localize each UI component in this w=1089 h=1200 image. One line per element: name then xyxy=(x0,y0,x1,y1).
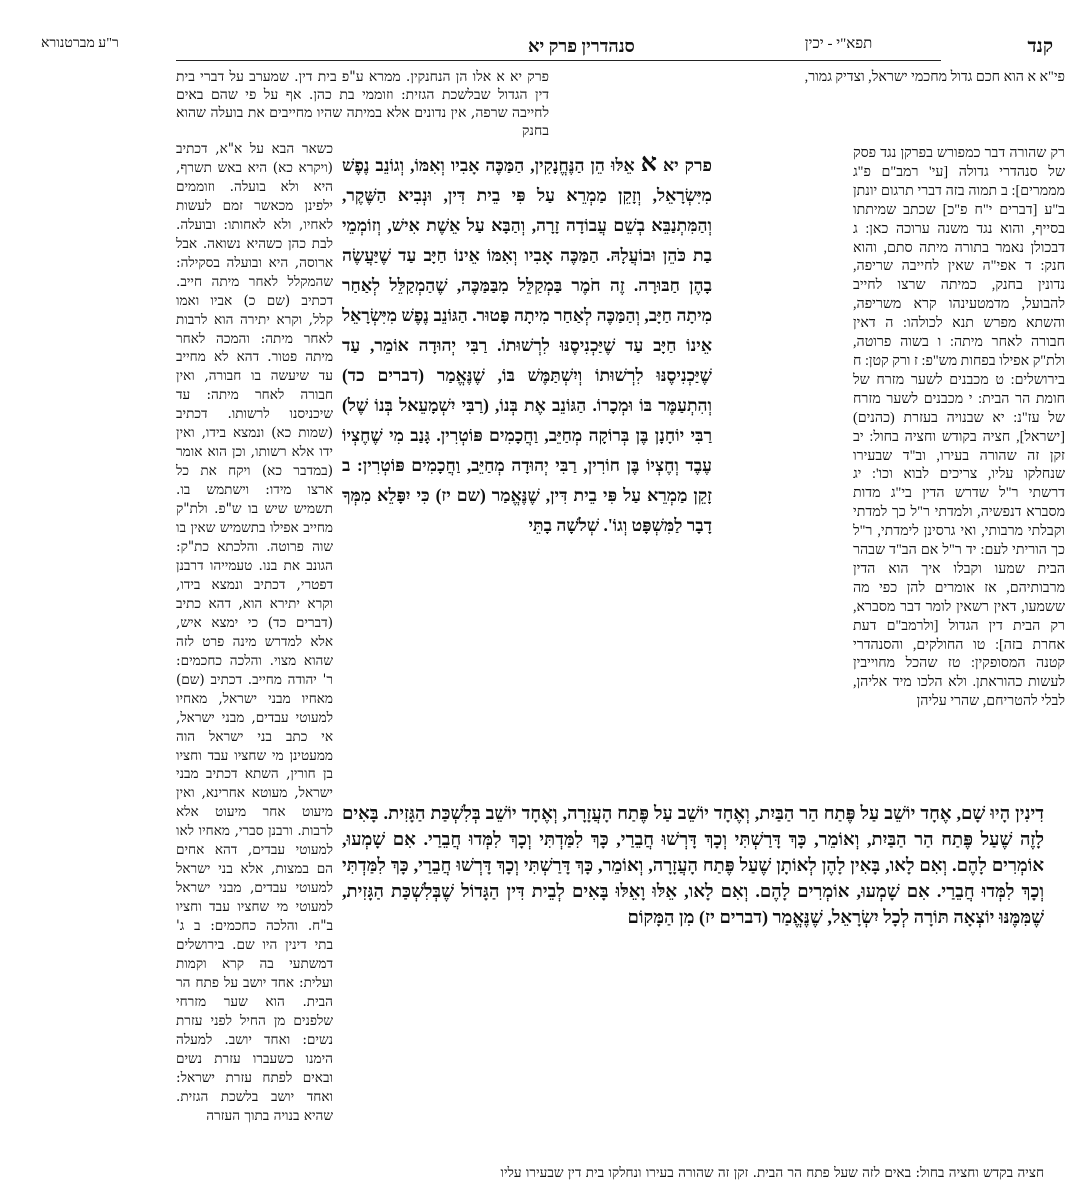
bartenura-top-block: פרק יא א אלו הן הנחנקין. ממרא ע"פ בית דין. שמערב על דברי בית דין הגדול שבלשכת הגזית: וזוממי בת כהן. אף על פי שהם באים לחייבה שרפה, אין נדונים אלא במיתה שהיו מחייבים את בועלה שהוא בחנק xyxy=(176,69,549,138)
tiferet-commentary-column: רק שהורה דבר כמפורש בפרקן נגד פסק של סנהדרי גדולה [עי' רמב"ם פ"ג מממרים]: ב תמוה בזה דברי תרגום יונתן ב"ע [דברים י"ח פ"כ] שכתב שמיתתו בסייף, והוא נגד משנה ערוכה כאן: ג דבכולן נאמר בתורה מיתה סתם, והוא חנק: ד אפי"ה שאין לחייבה שריפה, נדונין בחנק, כמיתה שרצו לחייב להבועל, מדמטעינהו קרא משריפה, והשתא מפרש תנא לכולהו: ה דאין חבורה לאחר מיתה: ו בשוה פרוטה, ולת"ק אפילו בפחות מש"פ: ז ורק קטן: ח בירושלים: ט מכבנים לשער מזרח של חומת הר הבית: י מכבנים לשער מזרח של עז"נ: יא שבנויה בעזרת (כהנים) [ישראל], חציה בקודש וחציה בחול: יב זקן זה שהורה בעירו, וב"ד שבעירו שנחלקו עליו, צריכים לבוא וכו': יג דרשתי ר"ל שדרש הדין בי"ג מדות מסברא דנפשיה, ולמדתי ר"ל כך למדתי וקבלתי מרבותי, ואי גרסינן לימדתי, ר"ל כך הוריתי לעם: יד ר"ל אם הב"ד שבהר הבית שמעו וקבלו איך הוא הדין מרבותיהם, אז אומרים להן כפי מה ששמעו, דאין רשאין לומר דבר מסברא, רק הבית דין הגדול [ולרמב"ם דעת אחרת בזה]: טו החולקים, והסנהדרי קטנה המסופקין: טז שהכל מחוייבין לעשות כהוראתן. ולא הלכו מיד אליהן, לבלי להטריחם, שהרי עליהן xyxy=(853,145,1065,710)
mishnah-letter: א xyxy=(640,150,657,177)
bartenura-commentary-column: כשאר הבא על א"א, דכתיב (ויקרא כא) היא באש תשרף, היא ולא בועלה. וזוממים ילפינן מכאשר זמם לעשות לאחיו, ולא לאחותו: ובועלה. לבת כהן כשהיא נשואה. אבל ארוסה, היא ובועלה בסקילה: שהמקלל לאחר מיתה חייב. דכתיב (שם כ) אביו ואמו קלל, וקרא יתירה הוא לרבות לאחר מיתה: והמכה לאחר מיתה פטור. דהא לא מחייב עד שיעשה בו חבורה, ואין חבורה לאחר מיתה: עד שיכניסנו לרשותו. דכתיב (שמות כא) ונמצא בידו, ואין ידו אלא רשותו, וכן הוא אומר (במדבר כא) ויקח את כל ארצו מידו: וישתמש בו. תשמיש שיש בו ש"פ. ולת"ק מחייב אפילו בתשמיש שאין בו שוה פרוטה. והלכתא כת"ק: הגונב את בנו. טעמייהו דרבנן דפטרי, דכתיב ונמצא בידו, וקרא יתירא הוא, דהא כתיב (דברים כד) כי ימצא איש, אלא למדרש מינה פרט לזה שהוא מצוי. והלכה כחכמים: ר' יהודה מחייב. דכתיב (שם) מאחיו מבני ישראל, מאחיו למעוטי עבדים, מבני ישראל, אי כתב בני ישראל הוה ממעטינן מי שחציו עבד וחציו בן חורין, השתא דכתיב מבני ישראל, מעוטא אחרינא, ואין מיעוט אחר מיעוט אלא לרבות. ורבנן סברי, מאחיו לאו למעוטי עבדים, דהא אחים הם במצות, אלא בני ישראל למעוטי עבדים, מבני ישראל למעוטי מי שחציו עבד וחציו ב"ח. והלכה כחכמים: ב ג' בתי דינין היו שם. בירושלים דמשתעי בה קרא וקמות ועלית: אחד יושב על פתח הר הבית. הוא שער מזרחי שלפנים מן החיל לפני עזרת נשים: ואחד יושב. למעלה הימנו כשעברו עזרת נשים ובאים לפתח עזרת ישראל: ואחד יושב בלשכת הגזית. שהיא בנויה בתוך העזרה xyxy=(176,141,333,1124)
mishnah-text-upper xyxy=(342,149,712,791)
footer-continuation-line: חציה בקדש וחציה בחול: באים לזה שעל פתח הר הבית. זקן זה שהורה בעירו ונחלקו בית דין שבעירו עליו xyxy=(500,1165,1044,1181)
tiferet-top-line: פי"א א הוא חכם גדול מחכמי ישראל, וצדיק גמור, xyxy=(804,69,1065,85)
page-header xyxy=(41,34,1053,61)
mishnah-text-lower: דִינִין הָיוּ שָׁם, אֶחָד יוֹשֵׁב עַל פֶּתַח הַר הַבַּיִת, וְאֶחָד יוֹשֵׁב עַל פֶּתַח הָעֲזָרָה, וְאֶחָד יוֹשֵׁב בְּלִשְׁכַּת הַגָּזִית. בָּאִים לָזֶה שֶׁעַל פֶּתַח הַר הַבַּיִת, וְאוֹמֵר, כָּךְ דָּרַשְׁתִּי וְכָךְ דָּרְשׁוּ חֲבֵרַי, כָּךְ לִמַּדְתִּי וְכָךְ לִמְּדוּ חֲבֵרַי. אִם שָׁמְעוּ, אוֹמְרִים לָהֶם. וְאִם לָאו, בָּאִין לָהֶן לְאוֹתָן שֶׁעַל פֶּתַח הָעֲזָרָה, וְאוֹמֵר, כָּךְ דָּרַשְׁתִּי וְכָךְ דָּרְשׁוּ חֲבֵרַי, כָּךְ לִמַּדְתִּי וְכָךְ לִמְּדוּ חֲבֵרַי. אִם שָׁמְעוּ, אוֹמְרִים לָהֶם. וְאִם לָאו, אֵלּוּ וָאֵלּוּ בָּאִים לְבֵית דִּין הַגָּדוֹל שֶׁבְּלִשְׁכַּת הַגָּזִית, שֶׁמִּמֶּנּוּ יוֹצְאָה תּוֹרָה לְכָל יִשְׂרָאֵל, שֶׁנֶּאֱמַר (דברים יז) מִן הַמָּקוֹם xyxy=(342,803,1044,927)
mishnah-body-upper: אֵלּוּ הֵן הַנֶּחֱנָקִין, הַמַּכֶּה אָבִיו וְאִמּוֹ, וְגוֹנֵב נֶפֶשׁ מִיִּשְׂרָאֵל, וְזָקֵן מַמְרֵא עַל פִּי בֵית דִּין, וּנְבִיא הַשֶּׁקֶר, וְהַמִּתְנַבֵּא בְשֵׁם עֲבוֹדָה זָרָה, וְהַבָּא עַל אֵשֶׁת אִישׁ, וְזוֹמְמֵי בַת כֹּהֵן וּבוֹעֲלָהּ. הַמַּכֶּה אָבִיו וְאִמּוֹ אֵינוֹ חַיָּב עַד שֶׁיַּעֲשֶׂה בָהֶן חַבּוּרָה. זֶה חֹמֶר בַּמְקַלֵּל מִבַּמַּכֶּה, שֶׁהַמְקַלֵּל לְאַחַר מִיתָה חַיָּב, וְהַמַּכֶּה לְאַחַר מִיתָה פָּטוּר. הַגּוֹנֵב נֶפֶשׁ מִיִּשְׂרָאֵל אֵינוֹ חַיָּב עַד שֶׁיַּכְנִיסֶנּוּ לִרְשׁוּתוֹ. רַבִּי יְהוּדָה אוֹמֵר, עַד שֶׁיַּכְנִיסֶנּוּ לִרְשׁוּתוֹ וְיִשְׁתַּמֶּשׁ בּוֹ, שֶׁנֶּאֱמַר (דברים כד) וְהִתְעַמֶּר בּוֹ וּמְכָרוֹ. הַגּוֹנֵב אֶת בְּנוֹ, (רַבִּי יִשְׁמָעֵאל בְּנוֹ שֶׁל) רַבִּי יוֹחָנָן בֶּן בְּרוֹקָה מְחַיֵּב, וַחֲכָמִים פּוֹטְרִין. גָּנַב מִי שֶׁחֶצְיוֹ עֶבֶד וְחֶצְיוֹ בֶּן חוֹרִין, רַבִּי יְהוּדָה מְחַיֵּב, וַחֲכָמִים פּוֹטְרִין: ב זָקֵן מַמְרֵא עַל פִּי בֵית דִּין, שֶׁנֶּאֱמַר (שם יז) כִּי יִפָּלֵא מִמְּךָ דָבָר לַמִּשְׁפָּט וְגוֹ'. שְׁלֹשָׁה בָתֵּי xyxy=(342,155,712,535)
bartenura-header-label: ר"ע מברטנורא xyxy=(41,36,119,51)
chapter-label: פרק יא xyxy=(662,155,712,175)
tractate-title: סנהדרין פרק יא xyxy=(528,36,635,56)
tiferet-header-label: תפא"י - יכין xyxy=(804,36,873,52)
folio-number: קנד xyxy=(1027,36,1053,57)
